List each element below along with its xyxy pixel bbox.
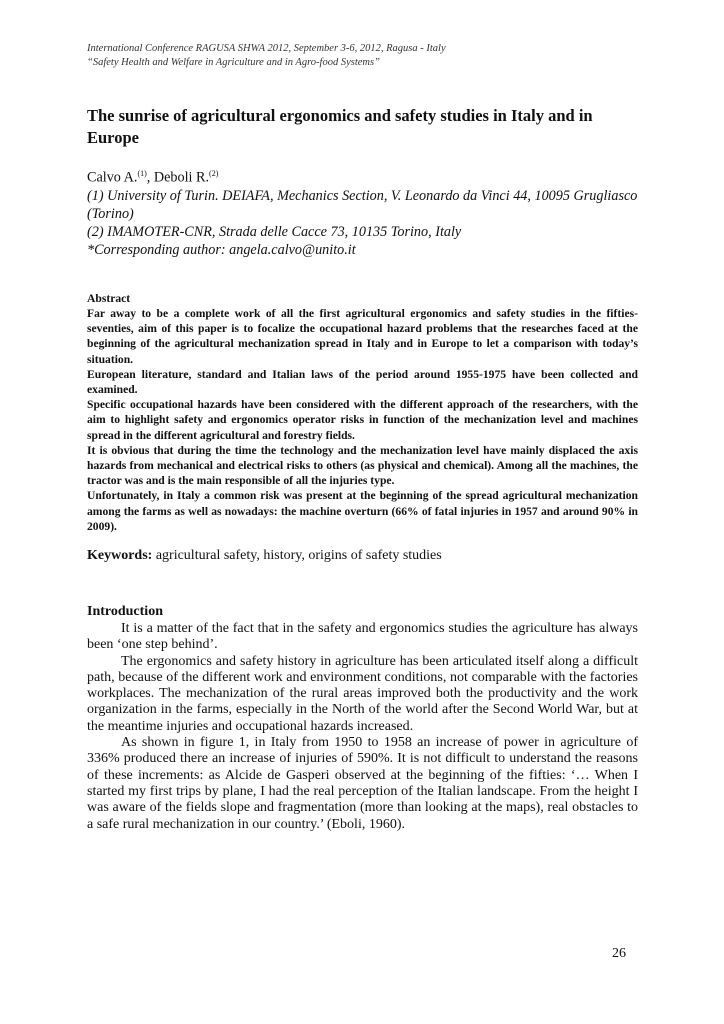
body-paragraph: It is a matter of the fact that in the safety and ergonomics studies the agriculture has always been ‘one step behind’. <box>87 620 638 653</box>
abstract-paragraph: Far away to be a complete work of all the first agricultural ergonomics and safety studies in the fifties-seventies, aim of this paper is to focalize the occupational hazard problems that the researches faced at the beginning of the agricultural mechanization spread in Italy and in Europe to let a comparison with today’s situation. <box>87 306 638 366</box>
abstract-heading: Abstract <box>87 291 131 305</box>
author-1-affil: (1) <box>137 169 147 178</box>
author-1: Calvo A. <box>87 169 138 186</box>
author-line <box>87 165 638 187</box>
affiliation-2: (2) IMAMOTER-CNR, Strada delle Cacce 73, 10135 Torino, Italy <box>87 223 462 240</box>
introduction-heading: Introduction <box>87 603 163 619</box>
paper-title: The sunrise of agricultural ergonomics and safety studies in Italy and in Europe <box>87 106 593 147</box>
body-paragraph: The ergonomics and safety history in agriculture has been articulated itself along a difficult path, because of the different work and environment conditions, not comparable with the factories workplaces. The mechanization of the rural areas improved both the productivity and the work organization in the farms, especially in the North of the world after the Second World War, but at the meantime injuries and occupational hazards increased. <box>87 653 638 734</box>
conference-header <box>87 42 638 70</box>
conference-subtitle: “Safety Health and Welfare in Agriculture and in Agro-food Systems” <box>87 57 380 68</box>
author-2-affil: (2) <box>209 169 219 178</box>
abstract-paragraph: European literature, standard and Italian laws of the period around 1955-1975 have been collected and examined. <box>87 367 638 396</box>
introduction-body <box>87 621 638 833</box>
author-2: Deboli R. <box>153 169 210 186</box>
conference-name: International Conference RAGUSA SHWA 2012, September 3-6, 2012, Ragusa - Italy <box>87 43 446 54</box>
abstract-section <box>87 291 638 534</box>
page-number: 26 <box>612 946 626 961</box>
corresponding-author: *Corresponding author: angela.calvo@unito.it <box>87 241 356 258</box>
keywords-text: agricultural safety, history, origins of safety studies <box>152 547 442 563</box>
paper-page <box>87 42 638 833</box>
abstract-paragraph: Specific occupational hazards have been considered with the different approach of the researchers, with the aim to highlight safety and ergonomics operator risks in function of the mechanization level and machines spread in the different agricultural and forestry fields. <box>87 398 638 442</box>
keywords-label: Keywords: <box>87 547 153 563</box>
author-separator: , <box>146 169 154 186</box>
affiliations <box>87 187 638 259</box>
abstract-paragraph: It is obvious that during the time the technology and the mechanization level have mainly displaced the axis hazards from mechanical and electrical risks to others (as physical and chemical). Among all the machines, the tractor was and is the main responsible of all the injuries type. <box>87 443 638 488</box>
affiliation-1: (1) University of Turin. DEIAFA, Mechanics Section, V. Leonardo da Vinci 44, 10095 Grugliasco (Torino) <box>87 187 638 222</box>
body-paragraph: As shown in figure 1, in Italy from 1950 to 1958 an increase of power in agriculture of 336% produced there an increase of injuries of 590%. It is not difficult to understand the reasons of these increments: as Alcide de Gasperi observed at the beginning of the fifties: ‘… When I started my first trips by plane, I had the real perception of the Italian landscape. From the height I was aware of the fields slope and fragmentation (more than looking at the maps), real obstacles to a safe rural mechanization in our country.’ (Eboli, 1960). <box>87 735 638 832</box>
abstract-paragraph: Unfortunately, in Italy a common risk was present at the beginning of the spread agricultural mechanization among the farms as well as nowadays: the machine overturn (66% of fatal injuries in 1957 and around 90% in 2009). <box>87 489 638 533</box>
keywords <box>87 547 638 565</box>
